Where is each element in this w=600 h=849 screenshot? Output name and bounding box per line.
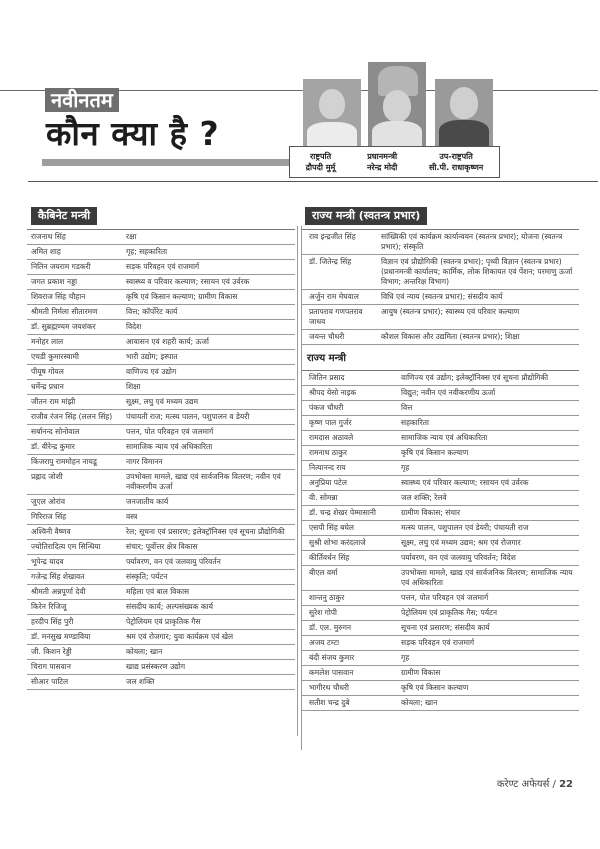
table-row	[27, 470, 295, 495]
minister-name: नितिन जयराम गडकरी	[27, 260, 122, 275]
minister-name: प्रतापराव गणपतराव जाधव	[301, 305, 373, 330]
portfolio: वित्त; कॉर्पोरेट कार्य	[122, 305, 295, 320]
minister-name: सर्बानन्द सोनोवाल	[27, 425, 122, 440]
portfolio: पत्तन, पोत परिवहन एवं जलमार्ग	[122, 425, 295, 440]
portfolio: रक्षा	[122, 230, 295, 245]
table-row	[27, 395, 295, 410]
portfolio: नागर विमानन	[122, 455, 295, 470]
minister-name: राव इन्द्रजीत सिंह	[301, 230, 373, 255]
table-row	[301, 606, 579, 621]
minister-name: अमित शाह	[27, 245, 122, 260]
leader-caption	[429, 151, 483, 173]
table-row	[27, 645, 295, 660]
cabinet-section	[27, 204, 295, 690]
portfolio: जल शक्ति; रेलवे	[393, 491, 579, 506]
portfolio: वाणिज्य एवं उद्योग	[122, 365, 295, 380]
table-row	[301, 476, 579, 491]
header-bottom-rule	[28, 181, 598, 182]
portfolio: सूक्ष्म, लघु एवं मध्यम उद्यम; श्रम एवं रोजगार	[393, 536, 579, 551]
kicker-label: नवीनतम	[45, 88, 119, 112]
table-row	[301, 681, 579, 696]
minister-name: जितिन प्रसाद	[301, 371, 393, 386]
portfolio: संसदीय कार्य; अल्पसंख्यक कार्य	[122, 600, 295, 615]
minister-name: राजीव रंजन सिंह (ललन सिंह)	[27, 410, 122, 425]
table-row	[27, 585, 295, 600]
table-row	[301, 521, 579, 536]
minister-name: सतीश चन्द्र दुबे	[301, 696, 393, 711]
table-row	[301, 305, 579, 330]
portfolio: सूक्ष्म, लघु एवं मध्यम उद्यम	[122, 395, 295, 410]
portfolio: पर्यावरण, वन एवं जलवायु परिवर्तन; विदेश	[393, 551, 579, 566]
portfolio: सूचना एवं प्रसारण; संसदीय कार्य	[393, 621, 579, 636]
table-row	[301, 330, 579, 345]
minister-name: डॉ. जितेन्द्र सिंह	[301, 255, 373, 290]
minister-name: श्रीमती निर्मला सीतारमण	[27, 305, 122, 320]
portfolio: जनजातीय कार्य	[122, 495, 295, 510]
minister-name: डॉ. सुब्रह्मण्यम जयशंकर	[27, 320, 122, 335]
minister-name: प्रह्लाद जोशी	[27, 470, 122, 495]
minister-name: अश्विनी वैष्णव	[27, 525, 122, 540]
minister-name: किंजरापु राममोहन नायडू	[27, 455, 122, 470]
table-row	[27, 380, 295, 395]
magazine-name: करेण्ट अफेयर्स /	[496, 779, 560, 790]
table-row	[301, 401, 579, 416]
portfolio: गृह; सहकारिता	[122, 245, 295, 260]
portfolio: उपभोक्ता मामले, खाद्य एवं सार्वजनिक वितरण; नवीन एवं नवीकरणीय ऊर्जा	[122, 470, 295, 495]
table-row	[301, 636, 579, 651]
table-row	[301, 255, 579, 290]
minister-name: रामदास अठावले	[301, 431, 393, 446]
minister-name: सुरेश गोपी	[301, 606, 393, 621]
leader-name: सी.पी. राधाकृष्णन	[428, 163, 484, 172]
portfolio: रेल; सूचना एवं प्रसारण; इलेक्ट्रॉनिक्स एवं सूचना प्रौद्योगिकी	[122, 525, 295, 540]
portfolio: सामाजिक न्याय एवं अधिकारिता	[122, 440, 295, 455]
table-row	[27, 455, 295, 470]
portfolio: विदेश	[122, 320, 295, 335]
table-row	[301, 696, 579, 711]
minister-name: जुएल ओरांव	[27, 495, 122, 510]
page-footer	[497, 776, 573, 790]
table-row	[27, 675, 295, 690]
minister-name: कीर्तिवर्धन सिंह	[301, 551, 393, 566]
minister-name: अजय टम्टा	[301, 636, 393, 651]
minister-name: पंकज चौधरी	[301, 401, 393, 416]
section-heading: कैबिनेट मन्त्री	[31, 207, 97, 225]
table-row	[27, 495, 295, 510]
minister-name: एचडी कुमारस्वामी	[27, 350, 122, 365]
title-underline-bar	[42, 159, 294, 166]
portfolio: कृषि एवं किसान कल्याण	[393, 446, 579, 461]
table-row	[301, 431, 579, 446]
table-row	[27, 410, 295, 425]
portfolio: आवासन एवं शहरी कार्य; ऊर्जा	[122, 335, 295, 350]
minister-name: गजेन्द्र सिंह शेखावत	[27, 570, 122, 585]
minister-name: जगत प्रकाश नड्डा	[27, 275, 122, 290]
portfolio: वस्त्र	[122, 510, 295, 525]
president-photo	[303, 79, 361, 146]
portfolio: ग्रामीण विकास; संचार	[393, 506, 579, 521]
portfolio: कृषि एवं किसान कल्याण	[393, 681, 579, 696]
table-row	[301, 461, 579, 476]
portfolio: विद्युत; नवीन एवं नवीकरणीय ऊर्जा	[393, 386, 579, 401]
table-row	[27, 440, 295, 455]
leader-name: नरेन्द्र मोदी	[366, 163, 398, 172]
portfolio: सड़क परिवहन एवं राजमार्ग	[122, 260, 295, 275]
minister-name: अर्जुन राम मेघवाल	[301, 290, 373, 305]
minister-name: किरेन रिजिजू	[27, 600, 122, 615]
portfolio: शिक्षा	[122, 380, 295, 395]
leader-role: राष्ट्रपति	[309, 152, 332, 161]
table-row	[27, 290, 295, 305]
minister-name: बीएल वर्मा	[301, 566, 393, 591]
portfolio: जल शक्ति	[122, 675, 295, 690]
portfolio: कृषि एवं किसान कल्याण; ग्रामीण विकास	[122, 290, 295, 305]
mos-table	[301, 370, 579, 711]
table-row	[301, 621, 579, 636]
minister-name: धर्मेन्द्र प्रधान	[27, 380, 122, 395]
table-row	[27, 660, 295, 675]
portfolio: संस्कृति; पर्यटन	[122, 570, 295, 585]
table-row	[301, 416, 579, 431]
leader-caption	[367, 151, 397, 173]
table-row	[27, 510, 295, 525]
minister-name: नित्यानन्द राय	[301, 461, 393, 476]
table-row	[27, 305, 295, 320]
minister-name: पीयूष गोयल	[27, 365, 122, 380]
portfolio: वित्त	[393, 401, 579, 416]
portfolio: सहकारिता	[393, 416, 579, 431]
page-title: कौन क्या है ?	[46, 114, 220, 153]
table-row	[301, 666, 579, 681]
portfolio: सड़क परिवहन एवं राजमार्ग	[393, 636, 579, 651]
table-row	[27, 320, 295, 335]
table-row	[27, 615, 295, 630]
leader-caption	[306, 151, 336, 173]
portfolio: गृह	[393, 651, 579, 666]
table-row	[301, 290, 579, 305]
portfolio: कोयला; खान	[122, 645, 295, 660]
portfolio: वाणिज्य एवं उद्योग; इलेक्ट्रॉनिक्स एवं सूचना प्रौद्योगिकी	[393, 371, 579, 386]
page-number: 22	[559, 779, 573, 790]
minister-name: मनोहर लाल	[27, 335, 122, 350]
minister-name: गिरिराज सिंह	[27, 510, 122, 525]
section-heading: राज्य मन्त्री (स्वतन्त्र प्रभार)	[305, 207, 427, 225]
portfolio: पेट्रोलियम एवं प्राकृतिक गैस; पर्यटन	[393, 606, 579, 621]
table-row	[27, 630, 295, 645]
vice-president-photo	[435, 79, 493, 146]
minister-name: भूपेन्द्र यादव	[27, 555, 122, 570]
minister-name: डॉ. वीरेन्द्र कुमार	[27, 440, 122, 455]
mos-independent-table	[301, 229, 579, 345]
table-row	[301, 506, 579, 521]
table-row	[301, 566, 579, 591]
minister-name: शिवराज सिंह चौहान	[27, 290, 122, 305]
portfolio: मत्स्य पालन, पशुपालन एवं डेयरी; पंचायती राज	[393, 521, 579, 536]
table-row	[27, 425, 295, 440]
leader-role: उप-राष्ट्रपति	[439, 152, 473, 161]
prime-minister-photo	[368, 62, 426, 147]
minister-name: भागीरथ चौधरी	[301, 681, 393, 696]
table-row	[27, 540, 295, 555]
minister-name: वी. सोमन्ना	[301, 491, 393, 506]
portfolio: विज्ञान एवं प्रौद्योगिकी (स्वतन्त्र प्रभार); पृथ्वी विज्ञान (स्वतन्त्र प्रभार) (प्रधानमन्त्री कार्यालय; कार्मिक, लोक शिकायत एवं पेंशन; परमाणु ऊर्जा विभाग; अन्तरिक्ष विभाग)	[373, 255, 579, 290]
minister-name: शान्तनु ठाकुर	[301, 591, 393, 606]
table-row	[27, 245, 295, 260]
table-row	[27, 260, 295, 275]
portfolio: गृह	[393, 461, 579, 476]
portfolio: सांख्यिकी एवं कार्यक्रम कार्यान्वयन (स्वतन्त्र प्रभार); योजना (स्वतन्त्र प्रभार); संस्कृति	[373, 230, 579, 255]
minister-name: ज्योतिरादित्य एम सिन्धिया	[27, 540, 122, 555]
minister-name: सुश्री शोभा करंदलाजे	[301, 536, 393, 551]
table-row	[301, 536, 579, 551]
minister-name: जी. किशन रेड्डी	[27, 645, 122, 660]
portfolio: पंचायती राज; मत्स्य पालन, पशुपालन व डेयरी	[122, 410, 295, 425]
minister-name: डॉ. चन्द्र शेखर पेम्मासानी	[301, 506, 393, 521]
portfolio: विधि एवं न्याय (स्वतन्त्र प्रभार); संसदीय कार्य	[373, 290, 579, 305]
table-row	[27, 275, 295, 290]
ministers-of-state-section	[301, 204, 579, 711]
table-row	[27, 335, 295, 350]
minister-name: चिराग पासवान	[27, 660, 122, 675]
minister-name: कृष्ण पाल गुर्जर	[301, 416, 393, 431]
minister-name: श्रीपद येसो नाइक	[301, 386, 393, 401]
portfolio: सामाजिक न्याय एवं अधिकारिता	[393, 431, 579, 446]
table-row	[301, 591, 579, 606]
leader-role: प्रधानमन्त्री	[367, 152, 398, 161]
portfolio: पर्यावरण, वन एवं जलवायु परिवर्तन	[122, 555, 295, 570]
minister-name: सीआर पाटिल	[27, 675, 122, 690]
table-row	[27, 570, 295, 585]
minister-name: डॉ. मनसुख मण्डाविया	[27, 630, 122, 645]
portfolio: पेट्रोलियम एवं प्राकृतिक गैस	[122, 615, 295, 630]
table-row	[27, 350, 295, 365]
minister-name: जयन्त चौधरी	[301, 330, 373, 345]
minister-name: श्रीमती अन्नपूर्णा देवी	[27, 585, 122, 600]
minister-name: जीतन राम मांझी	[27, 395, 122, 410]
portfolio: भारी उद्योग; इस्पात	[122, 350, 295, 365]
portfolio: कोयला; खान	[393, 696, 579, 711]
table-row	[301, 446, 579, 461]
portfolio: संचार; पूर्वोत्तर क्षेत्र विकास	[122, 540, 295, 555]
table-row	[301, 651, 579, 666]
table-row	[301, 371, 579, 386]
portfolio: स्वास्थ्य व परिवार कल्याण; रसायन एवं उर्वरक	[122, 275, 295, 290]
table-row	[27, 230, 295, 245]
minister-name: एसपी सिंह बघेल	[301, 521, 393, 536]
minister-name: डॉ. एल. मुरुगन	[301, 621, 393, 636]
portfolio: ग्रामीण विकास	[393, 666, 579, 681]
table-row	[27, 365, 295, 380]
portfolio: उपभोक्ता मामले, खाद्य एवं सार्वजनिक वितरण; सामाजिक न्याय एवं अधिकारिता	[393, 566, 579, 591]
subsection-heading: राज्य मन्त्री	[307, 353, 347, 364]
portfolio: महिला एवं बाल विकास	[122, 585, 295, 600]
portfolio: आयुष (स्वतन्त्र प्रभार); स्वास्थ्य एवं परिवार कल्याण	[373, 305, 579, 330]
cabinet-table	[27, 229, 295, 690]
leader-name: द्रौपदी मुर्मू	[305, 163, 336, 172]
table-row	[301, 386, 579, 401]
minister-name: अनुप्रिया पटेल	[301, 476, 393, 491]
table-row	[301, 551, 579, 566]
portfolio: कौशल विकास और उद्यमिता (स्वतन्त्र प्रभार); शिक्षा	[373, 330, 579, 345]
portfolio: श्रम एवं रोजगार; युवा कार्यक्रम एवं खेल	[122, 630, 295, 645]
table-row	[27, 555, 295, 570]
minister-name: बंदी संजय कुमार	[301, 651, 393, 666]
table-row	[27, 525, 295, 540]
portfolio: स्वास्थ्य एवं परिवार कल्याण; रसायन एवं उर्वरक	[393, 476, 579, 491]
minister-name: हरदीप सिंह पुरी	[27, 615, 122, 630]
leaders-caption-box	[289, 146, 500, 178]
portfolio: खाद्य प्रसंस्करण उद्योग	[122, 660, 295, 675]
minister-name: राजनाथ सिंह	[27, 230, 122, 245]
portfolio: पत्तन, पोत परिवहन एवं जलमार्ग	[393, 591, 579, 606]
table-row	[301, 491, 579, 506]
table-row	[301, 230, 579, 255]
table-row	[27, 600, 295, 615]
minister-name: कमलेश पासवान	[301, 666, 393, 681]
minister-name: रामनाथ ठाकुर	[301, 446, 393, 461]
